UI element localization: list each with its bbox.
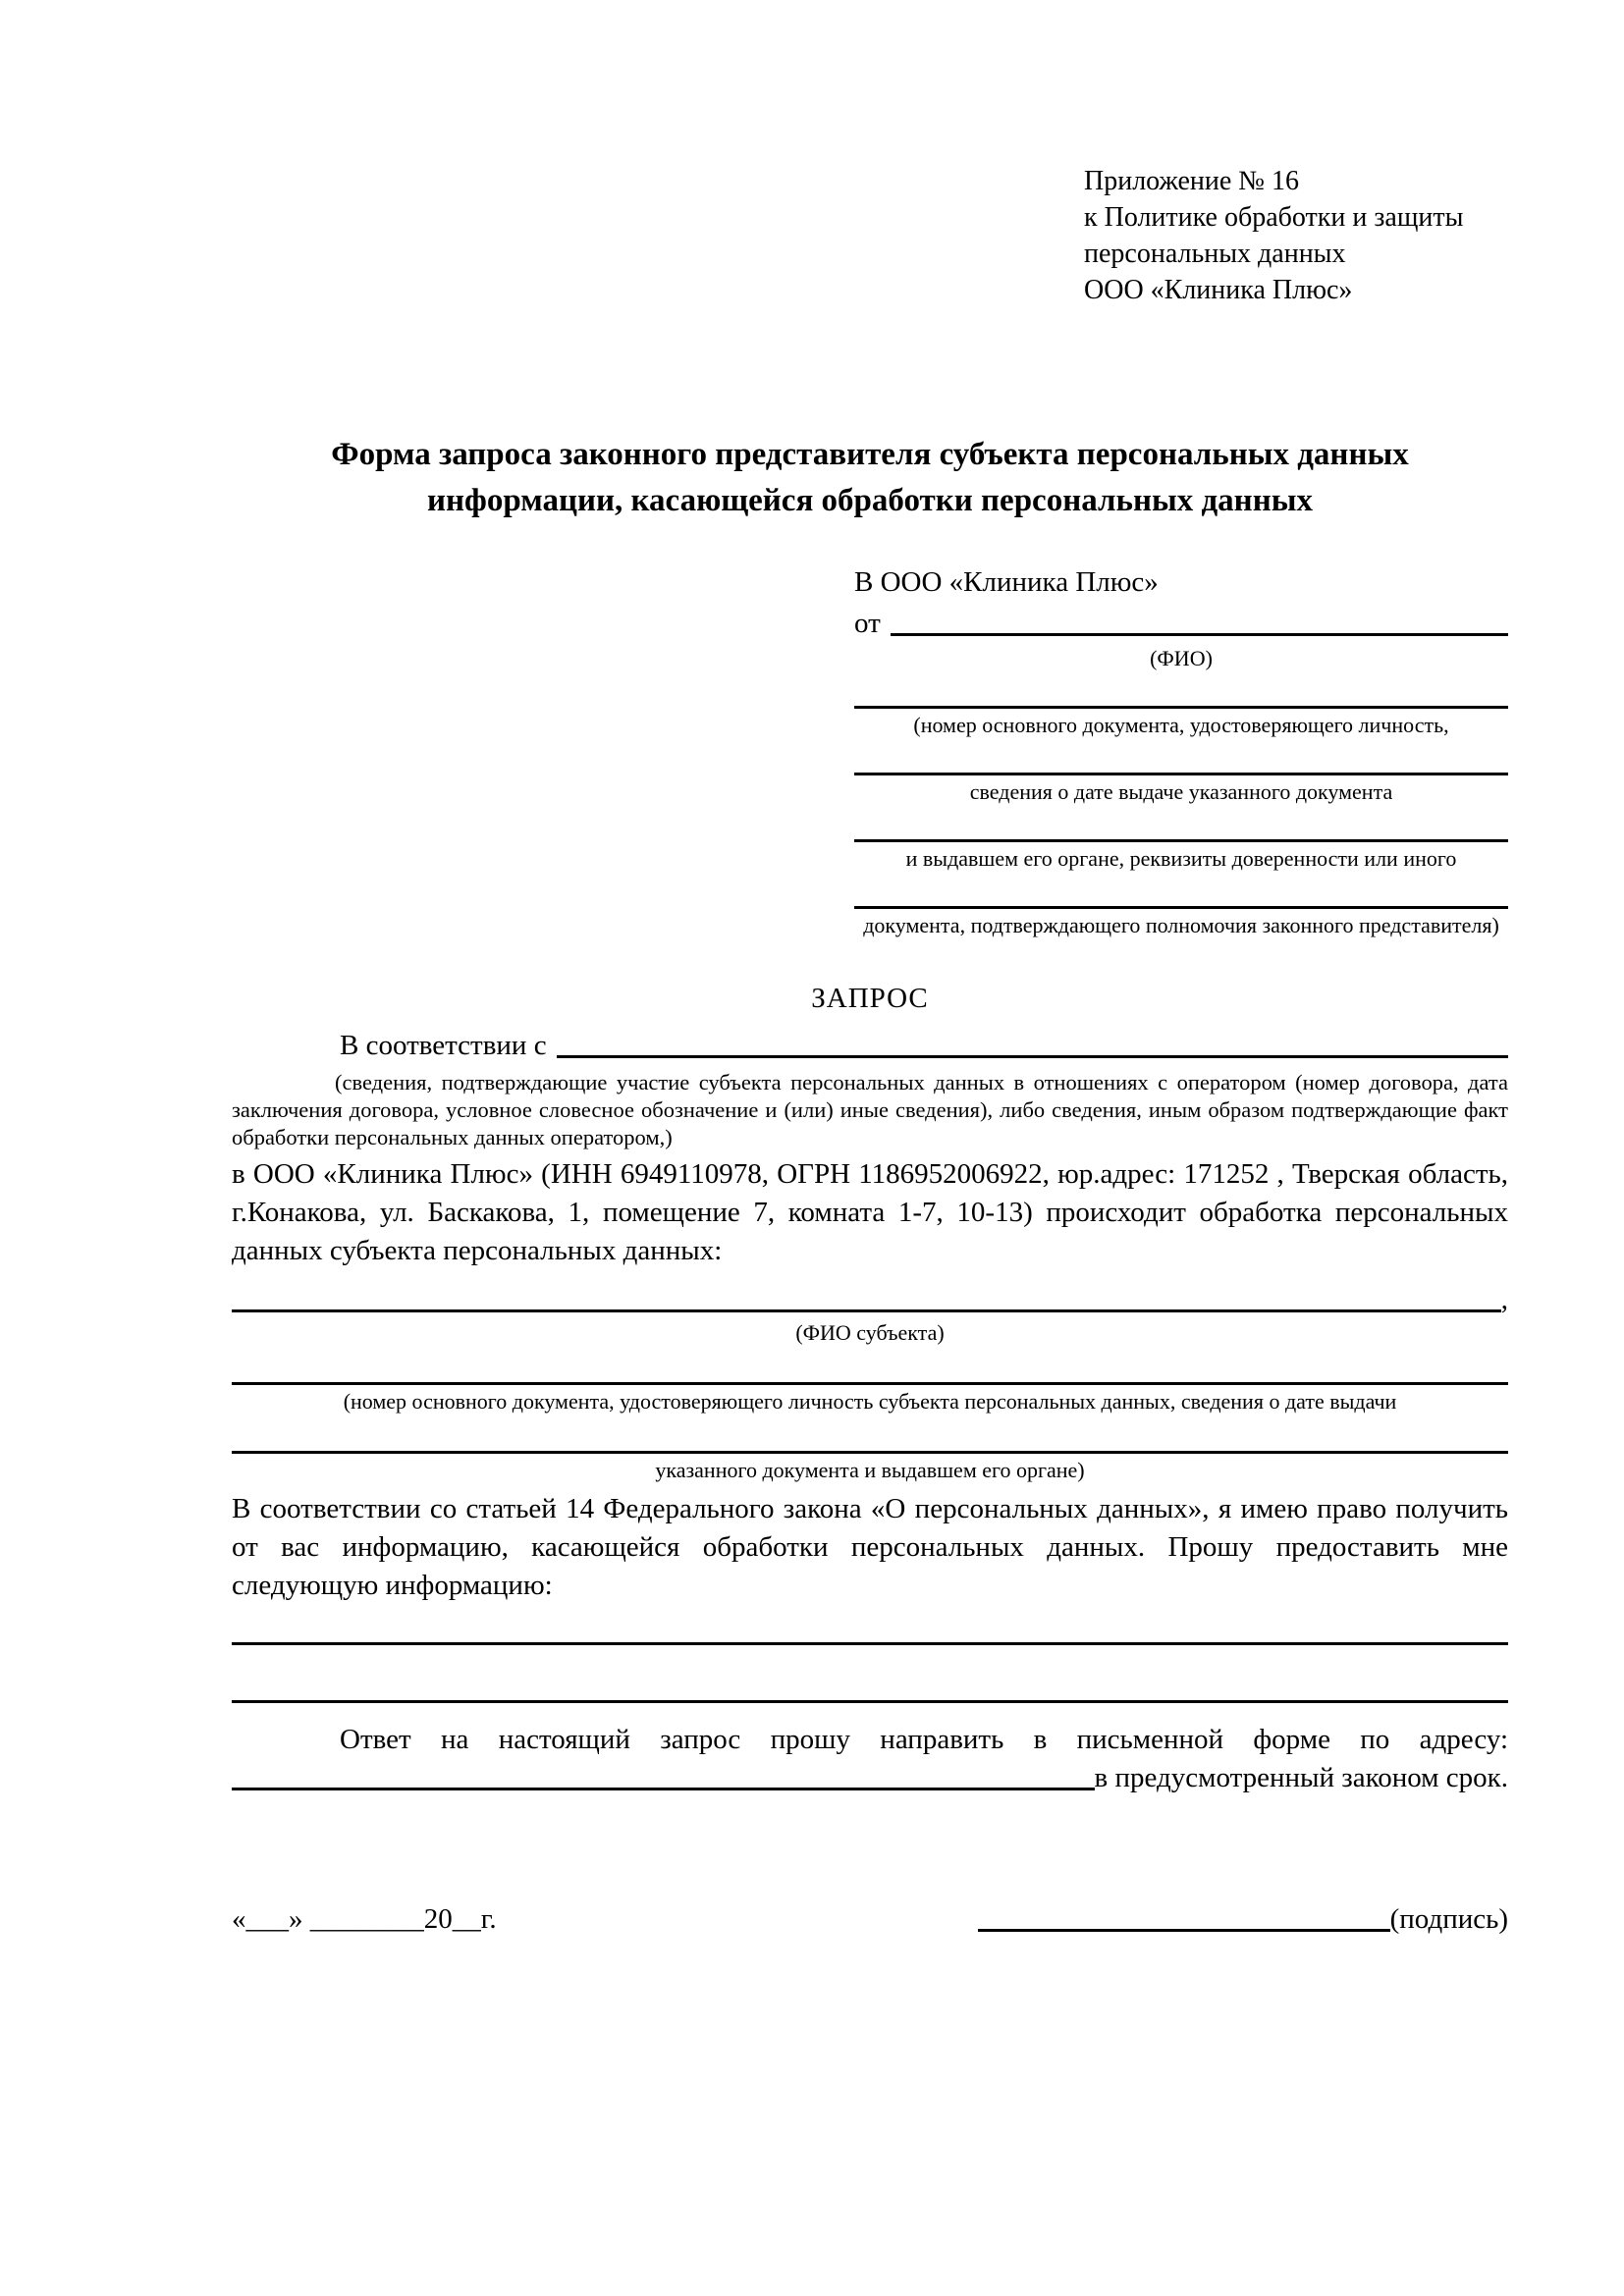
appendix-policy-line1: к Политике обработки и защиты: [1084, 202, 1464, 233]
signature-field: [978, 1903, 1508, 1936]
addressee-block: [854, 563, 1508, 939]
from-label: от: [854, 608, 881, 639]
subject-fio-caption: (ФИО субъекта): [795, 1320, 945, 1345]
info-blank-line-2: [232, 1700, 1508, 1703]
request-heading: ЗАПРОС: [811, 983, 929, 1014]
info-blank-line-1: [232, 1642, 1508, 1645]
according-to-row: [232, 1027, 1508, 1065]
signature-caption: (подпись): [1389, 1903, 1508, 1935]
reply-paragraph: Ответ на настоящий запрос прошу направить в письменной форме по адресу:: [340, 1724, 1508, 1755]
appendix-header: [1084, 163, 1463, 308]
fio-blank-line: [891, 633, 1508, 636]
signature-row: [232, 1903, 1508, 1936]
document-title: Форма запроса законного представителя субъекта персональных данных информации, касающейся обработки персональных данных: [331, 437, 1409, 518]
according-to-label: В соответствии с: [340, 1030, 547, 1061]
addressee-from-row: [854, 605, 1508, 642]
subject-doc-blank-line: [232, 1347, 1508, 1385]
subject-fio-blank-line: [232, 1309, 1501, 1312]
addressee-to: В ООО «Клиника Плюс»: [854, 566, 1159, 598]
appendix-number: Приложение № 16: [1084, 166, 1299, 196]
subject-doc-caption-1: (номер основного документа, удостоверяющего личность субъекта персональных данных, сведения о дате выдачи: [343, 1389, 1397, 1414]
date-field: «___» ________20__г.: [232, 1903, 497, 1935]
issuing-authority-blank-line: [854, 806, 1508, 842]
appendix-company: ООО «Клиника Плюс»: [1084, 275, 1353, 305]
representative-authority-caption: документа, подтверждающего полномочия законного представителя): [863, 913, 1499, 937]
operator-paragraph: в ООО «Клиника Плюс» (ИНН 6949110978, ОГРН 1186952006922, юр.адрес: 171252 , Тверская область, г.Конакова, ул. Баскакова, 1, помещение 7, комната 1-7, 10-13) происходит обработка персональных данных субъекта персональных данных:: [232, 1158, 1508, 1266]
reply-address-blank-line: [232, 1788, 1095, 1790]
issuing-authority-caption: и выдавшем его органе, реквизиты доверенности или иного: [905, 846, 1457, 871]
issue-date-blank-line: [854, 739, 1508, 775]
according-to-blank-line: [557, 1055, 1508, 1058]
representative-authority-blank-line: [854, 873, 1508, 909]
reply-address-row: [232, 1759, 1508, 1797]
fio-caption: (ФИО): [1150, 646, 1213, 670]
doc-number-caption: (номер основного документа, удостоверяющего личность,: [913, 713, 1449, 737]
signature-blank-line: [978, 1929, 1390, 1932]
fine-print-note: (сведения, подтверждающие участие субъекта персональных данных в отношениях с оператором (номер договора, дата заключения договора, условное словесное обозначение и (или) иные сведения), либо сведения, иным образом подтверждающие факт обработки персональных данных оператором,): [232, 1070, 1508, 1149]
trailing-comma: ,: [1500, 1284, 1508, 1315]
appendix-policy-line2: персональных данных: [1084, 239, 1346, 269]
doc-number-blank-line: [854, 672, 1508, 709]
issue-date-caption: сведения о дате выдаче указанного документа: [969, 779, 1393, 804]
reply-deadline-text: в предусмотренный законом срок.: [1094, 1762, 1508, 1793]
subject-doc-caption-2: указанного документа и выдавшем его органе): [655, 1458, 1085, 1482]
subject-doc-issuer-blank-line: [232, 1415, 1508, 1454]
subject-fio-row: [232, 1284, 1508, 1316]
rights-paragraph: В соответствии со статьей 14 Федерального закона «О персональных данных», я имею право получить от вас информацию, касающейся обработки персональных данных. Прошу предоставить мне следующую информацию:: [232, 1493, 1508, 1601]
